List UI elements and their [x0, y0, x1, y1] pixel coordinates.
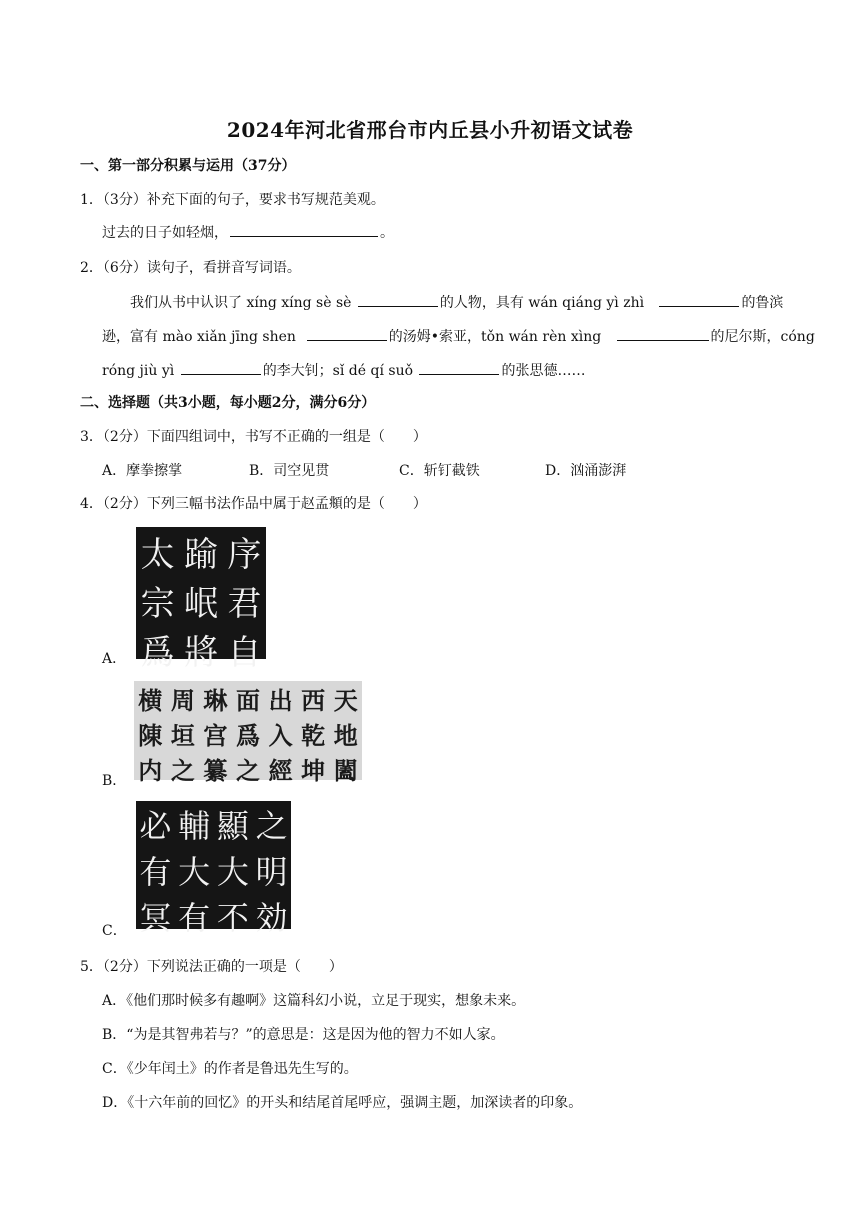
calligraphy-image-c: [136, 801, 291, 937]
calligraphy-character: 垣: [170, 721, 195, 750]
q2-row3-part3: 的张思德……: [501, 363, 586, 379]
answer-blank[interactable]: [307, 326, 387, 341]
q2-row2-part1: 逊，富有 mào xiǎn jīng shen: [102, 329, 296, 345]
calligraphy-character: 坤: [301, 756, 326, 785]
calligraphy-character: 大: [178, 853, 211, 891]
question-3-option-b[interactable]: B．司空见贯: [249, 463, 330, 479]
question-4-stem: 4．（2分）下列三幅书法作品中属于赵孟頫的是（ ）: [80, 496, 427, 512]
q2-row3-part2: 的李大钊；sǐ dé qí suǒ: [262, 363, 414, 379]
calligraphy-character: 地: [333, 721, 358, 750]
calligraphy-image-b: [134, 681, 362, 785]
calligraphy-character: 内: [138, 756, 163, 785]
calligraphy-character: 太: [140, 535, 175, 575]
question-1-line: [102, 222, 394, 242]
calligraphy-character: 踰: [183, 535, 218, 575]
calligraphy-character: 陳: [138, 721, 163, 750]
question-5-option-c[interactable]: C．《少年闰土》的作者是鲁迅先生写的。: [102, 1061, 358, 1077]
question-3-option-d[interactable]: D．汹涌澎湃: [545, 463, 627, 479]
q2-row3-part1: róng jiù yì: [102, 363, 175, 379]
question-5-option-b[interactable]: B．“为是其智弗若与？”的意思是：这是因为他的智力不如人家。: [102, 1027, 505, 1043]
calligraphy-character: 西: [301, 686, 326, 715]
calligraphy-character: 冥: [139, 899, 172, 937]
calligraphy-character: 必: [139, 807, 172, 845]
calligraphy-character: 琳: [203, 686, 228, 715]
q2-row1-part3: 的鲁滨: [741, 295, 784, 311]
page-title: 2024年河北省邢台市内丘县小升初语文试卷: [226, 118, 634, 142]
calligraphy-character: 自: [227, 633, 262, 673]
q2-row2-part3: 的尼尔斯，cóng: [710, 329, 815, 345]
question-5-option-a[interactable]: A．《他们那时候多有趣啊》这篇科幻小说，立足于现实，想象未来。: [102, 993, 526, 1009]
calligraphy-character: 宗: [140, 584, 175, 624]
calligraphy-character: 天: [333, 686, 358, 715]
calligraphy-character: 不: [216, 899, 249, 937]
question-3-stem: 3．（2分）下面四组词中，书写不正确的一组是（ ）: [80, 429, 427, 445]
q2-row1-part2: 的人物，具有 wán qiáng yì zhì: [439, 295, 645, 311]
question-2-row-3: [102, 360, 585, 380]
question-3-option-a[interactable]: A．摩拳擦掌: [102, 463, 183, 479]
calligraphy-character: 面: [235, 686, 260, 715]
calligraphy-character: 之: [235, 756, 260, 785]
question-1-line-start: 过去的日子如轻烟，: [102, 225, 228, 241]
answer-blank[interactable]: [358, 292, 438, 307]
question-4-label-c[interactable]: C．: [102, 923, 127, 939]
question-5-stem: 5．（2分）下列说法正确的一项是（ ）: [80, 959, 343, 975]
calligraphy-character: 有: [139, 853, 172, 891]
answer-blank[interactable]: [419, 360, 499, 375]
calligraphy-character: 將: [183, 633, 218, 673]
question-2-row-1: [130, 292, 783, 312]
question-4-label-a[interactable]: A．: [102, 651, 127, 667]
calligraphy-character: 纂: [203, 756, 228, 785]
question-2-row-2: [102, 326, 815, 346]
calligraphy-character: 大: [216, 853, 249, 891]
answer-blank[interactable]: [181, 360, 261, 375]
calligraphy-character: 乾: [301, 721, 326, 750]
calligraphy-character: 周: [170, 686, 195, 715]
calligraphy-character: 爲: [235, 721, 260, 750]
calligraphy-character: 經: [268, 756, 293, 785]
calligraphy-character: 効: [255, 899, 288, 937]
calligraphy-character: 序: [227, 535, 262, 575]
calligraphy-character: 爲: [140, 633, 175, 673]
calligraphy-character: 有: [178, 899, 211, 937]
q2-row2-part2: 的汤姆•索亚，tǒn wán rèn xìng: [388, 329, 602, 345]
calligraphy-character: 之: [170, 756, 195, 785]
calligraphy-character: 岷: [183, 584, 218, 624]
question-4-label-b[interactable]: B．: [102, 773, 127, 789]
calligraphy-character: 顯: [216, 807, 249, 845]
calligraphy-character: 之: [255, 807, 288, 845]
question-1-stem: 1．（3分）补充下面的句子，要求书写规范美观。: [80, 192, 385, 208]
calligraphy-character: 輔: [178, 807, 211, 845]
answer-blank[interactable]: [659, 292, 739, 307]
calligraphy-character: 闔: [333, 756, 358, 785]
calligraphy-character: 入: [268, 721, 293, 750]
section-heading-1: 一、第一部分积累与运用（37分）: [80, 158, 296, 174]
answer-blank[interactable]: [230, 222, 378, 237]
question-3-option-c[interactable]: C．斩钉截铁: [399, 463, 480, 479]
q2-row1-part1: 我们从书中认识了 xíng xíng sè sè: [130, 295, 352, 311]
calligraphy-character: 横: [138, 686, 163, 715]
calligraphy-character: 明: [255, 853, 288, 891]
calligraphy-character: 君: [227, 584, 262, 624]
question-1-line-end: 。: [380, 225, 394, 241]
question-2-stem: 2．（6分）读句子，看拼音写词语。: [80, 260, 301, 276]
section-heading-2: 二、选择题（共3小题，每小题2分，满分6分）: [80, 395, 376, 411]
calligraphy-character: 宫: [203, 721, 228, 750]
answer-blank[interactable]: [617, 326, 709, 341]
question-5-option-d[interactable]: D．《十六年前的回忆》的开头和结尾首尾呼应，强调主题，加深读者的印象。: [102, 1095, 583, 1111]
calligraphy-character: 出: [268, 686, 293, 715]
calligraphy-image-a: [136, 527, 266, 673]
